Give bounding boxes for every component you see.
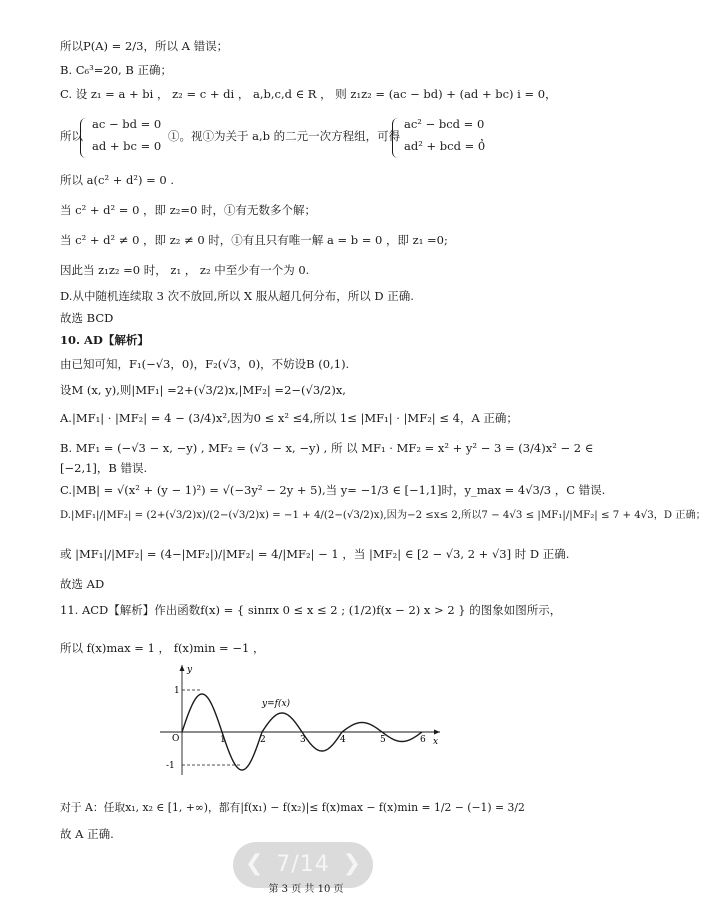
y-axis-label: y bbox=[187, 665, 193, 675]
text-line: B. C₆³=20, B 正确； bbox=[60, 63, 172, 77]
text-line: D.从中随机连续取 3 次不放回,所以 X 服从超几何分布，所以 D 正确. bbox=[60, 289, 414, 303]
y-tick-label: 1 bbox=[174, 686, 180, 696]
x-tick-label: 2 bbox=[260, 735, 266, 745]
text-line: 对于 A：任取x₁, x₂ ∈ [1, +∞)，都有|f(x₁) − f(x₂)|≤ f(x)max − f(x)min = 1/2 − (−1) = 3/2 bbox=[60, 801, 525, 814]
x-tick-label: 4 bbox=[340, 735, 346, 745]
text-fragment: 所以 bbox=[60, 129, 83, 143]
text-line: 所以 a(c² + d²) = 0 . bbox=[60, 173, 175, 187]
text-line: 11. ACD【解析】作出函数f(x) = { sinπx 0 ≤ x ≤ 2 ; (1/2)f(x − 2) x > 2 } 的图象如图所示， bbox=[60, 603, 562, 617]
page-counter: 7/14 bbox=[276, 852, 330, 877]
text-line: 或 |MF₁|/|MF₂| = (4−|MF₂|)/|MF₂| = 4/|MF₂| − 1 ，当 |MF₂| ∈ [2 − √3, 2 + √3] 时 D 正确. bbox=[60, 547, 570, 561]
prev-page-button[interactable]: ❮ bbox=[245, 851, 264, 876]
next-page-button[interactable]: ❯ bbox=[342, 851, 361, 876]
function-graph bbox=[150, 660, 450, 780]
text-line: [−2,1]，B 错误. bbox=[60, 461, 148, 475]
x-tick-label: 5 bbox=[380, 735, 386, 745]
text-line: B. MF₁ = (−√3 − x, −y) , MF₂ = (√3 − x, −y) , 所 以 MF₁ · MF₂ = x² + y² − 3 = (3/4)x² − 2 ∈ bbox=[60, 441, 594, 455]
text-line: D.|MF₁|/|MF₂| = (2+(√3/2)x)/(2−(√3/2)x) = −1 + 4/(2−(√3/2)x),因为−2 ≤x≤ 2,所以7 − 4√3 ≤ |MF₁|/|MF₂| ≤ 7 + 4√3，D 正确； bbox=[60, 510, 706, 521]
text-line: C.|MB| = √(x² + (y − 1)²) = √(−3y² − 2y + 5),当 y= −1/3 ∈ [−1,1]时，y_max = 4√3/3 ，C 错误. bbox=[60, 483, 606, 497]
origin-label: O bbox=[172, 734, 180, 744]
section-heading: 10. AD【解析】 bbox=[60, 333, 149, 347]
equation: ad² + bcd = 0 bbox=[404, 139, 486, 153]
text-line: 故 A 正确. bbox=[60, 827, 114, 841]
text-line: 当 c² + d² ≠ 0 ，即 z₂ ≠ 0 时，①有且只有唯一解 a = b = 0 ，即 z₁ =0; bbox=[60, 233, 448, 247]
x-axis-label: x bbox=[433, 737, 439, 747]
text-line: 由已知可知，F₁(−√3，0)，F₂(√3，0)，不妨设B (0,1). bbox=[60, 357, 350, 371]
text-line: A.|MF₁| · |MF₂| = 4 − (3/4)x²,因为0 ≤ x² ≤4,所以 1≤ |MF₁| · |MF₂| ≤ 4，A 正确； bbox=[60, 411, 518, 425]
left-brace bbox=[392, 118, 403, 158]
y-axis-arrow bbox=[180, 665, 185, 671]
x-axis-arrow bbox=[434, 730, 440, 735]
y-tick-label: -1 bbox=[166, 761, 175, 771]
x-tick-label: 3 bbox=[300, 735, 306, 745]
curve-label: y=f(x) bbox=[262, 699, 291, 709]
page-footer: 第 3 页 共 10 页 bbox=[268, 884, 344, 895]
x-tick-label: 6 bbox=[420, 735, 426, 745]
equation: ac² − bcd = 0 bbox=[404, 117, 485, 131]
text-line: 设M (x, y),则|MF₁| =2+(√3/2)x,|MF₂| =2−(√3/2)x, bbox=[60, 383, 346, 397]
text-line: 故选 AD bbox=[60, 577, 105, 591]
text-line: 故选 BCD bbox=[60, 311, 114, 325]
x-tick-label: 1 bbox=[220, 735, 226, 745]
text-line: 因此当 z₁z₂ =0 时， z₁ ， z₂ 中至少有一个为 0. bbox=[60, 263, 310, 277]
text-line: 当 c² + d² = 0 ，即 z₂=0 时，①有无数多个解； bbox=[60, 203, 316, 217]
text-line: 所以 f(x)max = 1 ， f(x)min = −1 ， bbox=[60, 641, 265, 655]
text-fragment: ， bbox=[480, 129, 492, 143]
text-line: 所以P(A) = 2/3，所以 A 错误； bbox=[60, 39, 229, 53]
equation: ac − bd = 0 bbox=[92, 117, 162, 131]
left-brace bbox=[80, 118, 91, 158]
text-fragment: ①。视①为关于 a,b 的二元一次方程组，可得 bbox=[168, 129, 401, 143]
equation: ad + bc = 0 bbox=[92, 139, 162, 153]
text-line: C. 设 z₁ = a + bi ， z₂ = c + di ， a,b,c,d ∈ R ， 则 z₁z₂ = (ac − bd) + (ad + bc) i = 0， bbox=[60, 87, 557, 101]
